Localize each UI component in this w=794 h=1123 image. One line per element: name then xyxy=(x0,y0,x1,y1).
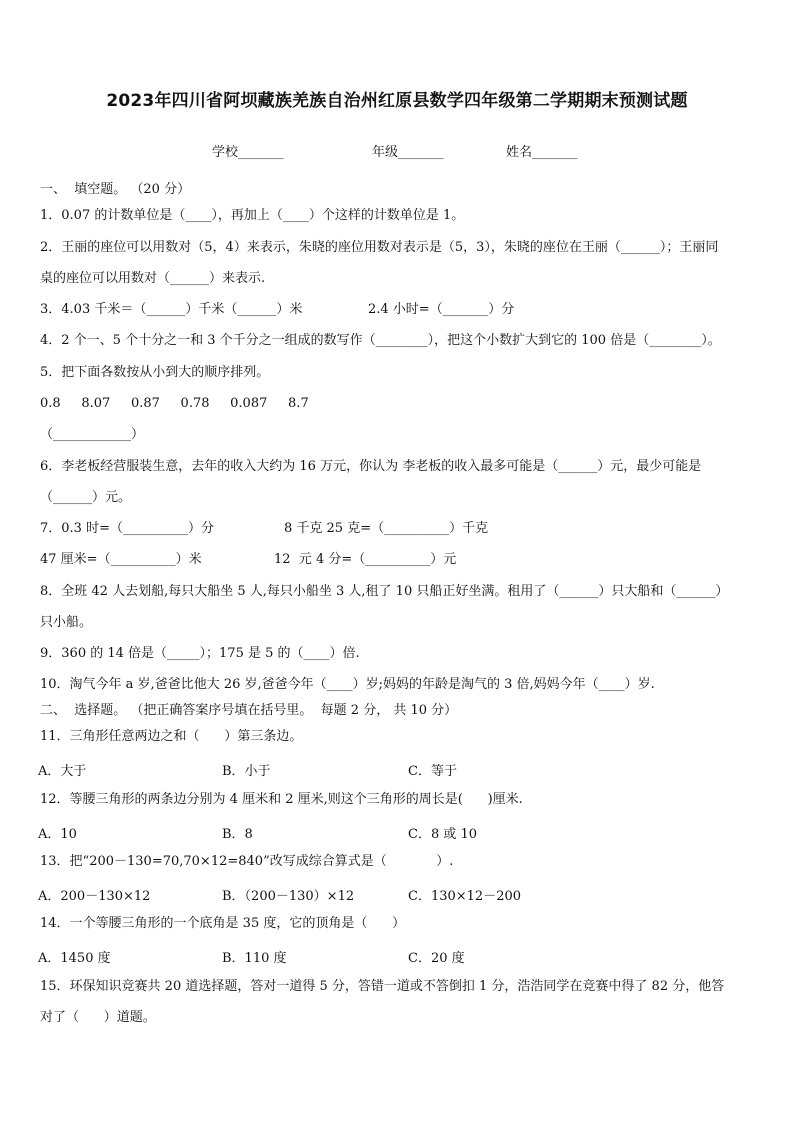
name-field: 姓名_______ xyxy=(506,145,578,160)
question-13: 13．把“200－130=70,70×12=840”改写成综合算式是（ ）. xyxy=(40,854,454,869)
question-2-line-2: 桌的座位可以用数对（______）来表示. xyxy=(40,271,266,286)
question-6-line-2: （______）元。 xyxy=(40,490,132,505)
question-15-line-2: 对了（ ）道题。 xyxy=(40,1010,156,1025)
question-7-part-2: 8 千克 25 克=（__________）千克 xyxy=(284,521,489,536)
question-13-option-c: C．130×12－200 xyxy=(408,889,522,904)
question-5-numbers: 0.8 8.07 0.87 0.78 0.087 8.7 xyxy=(40,396,309,411)
question-5-answer: （____________） xyxy=(40,427,145,442)
question-12-option-a: A．10 xyxy=(38,827,77,842)
question-8-line-1: 8．全班 42 人去划船,每只大船坐 5 人,每只小船坐 3 人,租了 10 只船正好坐满。租用了（______）只大船和（______） xyxy=(40,584,729,599)
question-14: 14．一个等腰三角形的一个底角是 35 度，它的顶角是（ ） xyxy=(40,916,406,931)
section-heading-multiple-choice: 二、 选择题。 （把正确答案序号填在括号里。 每题 2 分， 共 10 分） xyxy=(40,703,458,718)
question-7-part-4: 12 元 4 分=（__________）元 xyxy=(274,552,457,567)
question-12: 12．等腰三角形的两条边分别为 4 厘米和 2 厘米,则这个三角形的周长是( )厘米. xyxy=(40,792,523,807)
question-3-part-2: 2.4 小时=（_______）分 xyxy=(368,302,515,317)
question-1: 1．0.07 的计数单位是（____），再加上（____）个这样的计数单位是 1。 xyxy=(40,208,465,223)
question-13-option-a: A．200－130×12 xyxy=(38,889,151,904)
question-5: 5．把下面各数按从小到大的顺序排列。 xyxy=(40,365,270,380)
question-11-option-c: C．等于 xyxy=(408,764,457,779)
question-4: 4．2 个一、5 个十分之一和 3 个千分之一组成的数写作（________），把这个小数扩大到它的 100 倍是（________）。 xyxy=(40,333,721,348)
page-title: 2023年四川省阿坝藏族羌族自治州红原县数学四年级第二学期期末预测试题 xyxy=(106,91,688,111)
question-10: 10．淘气今年 a 岁,爸爸比他大 26 岁,爸爸今年（____）岁;妈妈的年龄是淘气的 3 倍,妈妈今年（____）岁. xyxy=(40,677,655,692)
question-8-line-2: 只小船。 xyxy=(40,615,93,630)
question-14-option-c: C．20 度 xyxy=(408,951,465,966)
question-7-part-3: 47 厘米=（__________）米 xyxy=(40,552,202,567)
question-9: 9．360 的 14 倍是（_____）；175 是 5 的（____）倍. xyxy=(40,646,360,661)
question-6-line-1: 6．李老板经营服装生意，去年的收入大约为 16 万元，你认为 李老板的收入最多可能是（______）元，最少可能是 xyxy=(40,459,702,474)
question-7-part-1: 7．0.3 时=（__________）分 xyxy=(40,521,214,536)
question-14-option-a: A．1450 度 xyxy=(38,951,111,966)
question-15-line-1: 15．环保知识竞赛共 20 道选择题，答对一道得 5 分，答错一道或不答倒扣 1 分，浩浩同学在竞赛中得了 82 分，他答 xyxy=(40,979,725,994)
question-13-option-b: B．（200－130）×12 xyxy=(222,889,355,904)
question-11: 11．三角形任意两边之和（ ）第三条边。 xyxy=(40,729,303,744)
section-heading-fill-in: 一、 填空题。 （20 分） xyxy=(40,182,191,197)
question-2-line-1: 2．王丽的座位可以用数对（5，4）来表示，朱晓的座位用数对表示是（5，3），朱晓的座位在王丽（______）；王丽同 xyxy=(40,240,719,255)
grade-field: 年级_______ xyxy=(372,145,444,160)
school-field: 学校_______ xyxy=(212,145,284,160)
question-14-option-b: B．110 度 xyxy=(222,951,287,966)
question-12-option-c: C．8 或 10 xyxy=(408,827,478,842)
question-12-option-b: B．8 xyxy=(222,827,253,842)
question-11-option-a: A．大于 xyxy=(38,764,87,779)
question-3-part-1: 3．4.03 千米＝（______）千米（______）米 xyxy=(40,302,303,317)
question-11-option-b: B．小于 xyxy=(222,764,271,779)
